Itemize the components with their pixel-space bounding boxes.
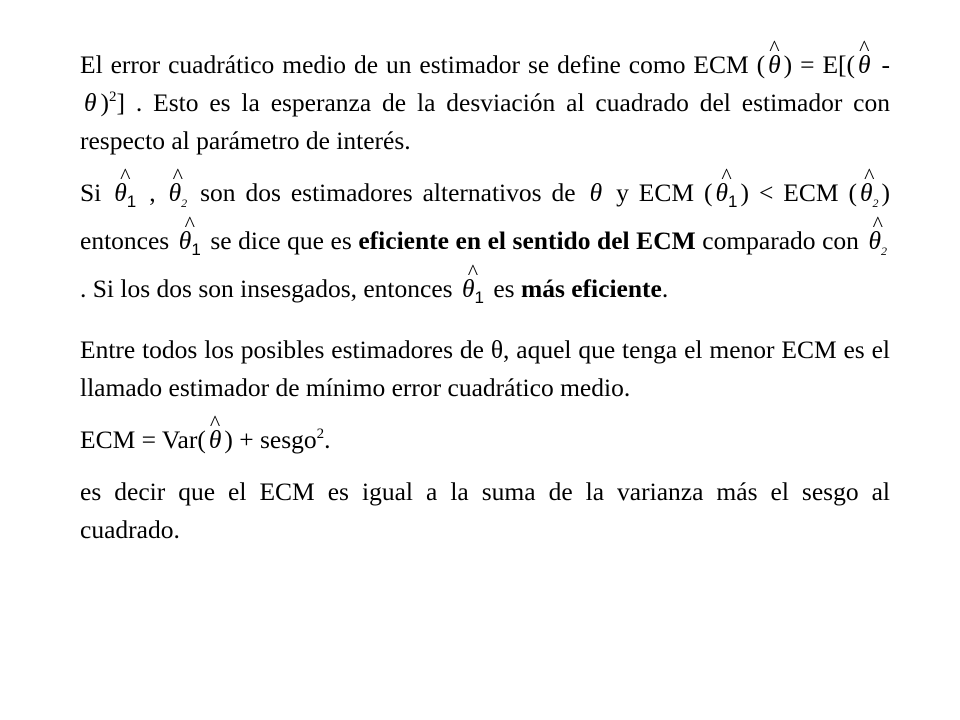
efficiency-text-3: ) < ECM (: [740, 178, 858, 207]
efficiency-text-7: . Si los dos son insesgados, entonces: [80, 274, 453, 303]
ecm-formula-text-3: .: [324, 425, 331, 454]
minimum-mse-text: Entre todos los posibles estimadores de θ, aquel que tenga el menor ECM es el llamado estimador de mínimo error cuadrático medio.: [80, 335, 890, 402]
efficiency-si: Si: [80, 178, 102, 207]
ecm-formula-text-2: ) + sesgo: [224, 425, 317, 454]
efficiency-text-4: ) entonces: [80, 178, 891, 255]
efficiency-bold-2: más eficiente: [520, 274, 662, 303]
efficiency-text-6: comparado con: [702, 226, 859, 255]
comma: ,: [149, 178, 156, 207]
theta-hat-1-symbol: ^ $\theta_1$: [713, 174, 741, 221]
squared-exponent: 2: [316, 426, 325, 442]
efficiency-text-1: son dos estimadores alternativos de: [200, 178, 576, 207]
theta-hat-symbol: ^ θ: [855, 46, 874, 84]
theta-symbol: θ: [84, 88, 97, 117]
ecm-definition-text-2: ) = E[(: [783, 50, 856, 79]
ecm-formula-text-1: ECM = Var(: [80, 425, 206, 454]
paragraph-efficiency: [80, 174, 890, 317]
slide-content: [80, 46, 890, 549]
squared-exponent: 2: [109, 89, 117, 105]
theta-hat-2-symbol: ^ $\theta_2$: [166, 174, 191, 222]
theta-hat-1-symbol: ^ $\theta_1$: [176, 222, 204, 269]
theta-symbol: θ: [589, 178, 603, 207]
paragraph-ecm-formula: [80, 421, 890, 459]
ecm-definition-text-1: El error cuadrático medio de un estimador se define como ECM (: [80, 50, 766, 79]
efficiency-bold-1: eficiente en el sentido del ECM: [358, 226, 696, 255]
efficiency-text-2: y ECM (: [616, 178, 713, 207]
theta-hat-2-symbol: ^ $\theta_2$: [857, 174, 882, 222]
conclusion-text: es decir que el ECM es igual a la suma de la varianza más el sesgo al cuadrado.: [80, 477, 890, 544]
efficiency-text-8: es: [493, 274, 515, 303]
theta-hat-symbol: ^ θ: [206, 421, 225, 459]
paragraph-ecm-definition: [80, 46, 890, 160]
theta-hat-symbol: ^ θ: [765, 46, 784, 84]
ecm-definition-text-4: ] . Esto es la esperanza de la desviación al cuadrado del estimador con respecto al parámetro de interés.: [80, 88, 890, 155]
theta-hat-1-symbol: ^ $\theta_1$: [459, 270, 487, 317]
efficiency-text-5: se dice que es: [210, 226, 352, 255]
close-paren: ): [100, 88, 110, 117]
minus-sign: -: [873, 50, 891, 79]
theta-hat-2-symbol: ^ $\theta_2$: [865, 222, 890, 270]
paragraph-conclusion: [80, 473, 890, 549]
paragraph-minimum-mse: [80, 331, 890, 407]
theta-hat-1-symbol: ^ $\theta_1$: [111, 174, 139, 221]
period: .: [661, 274, 669, 303]
